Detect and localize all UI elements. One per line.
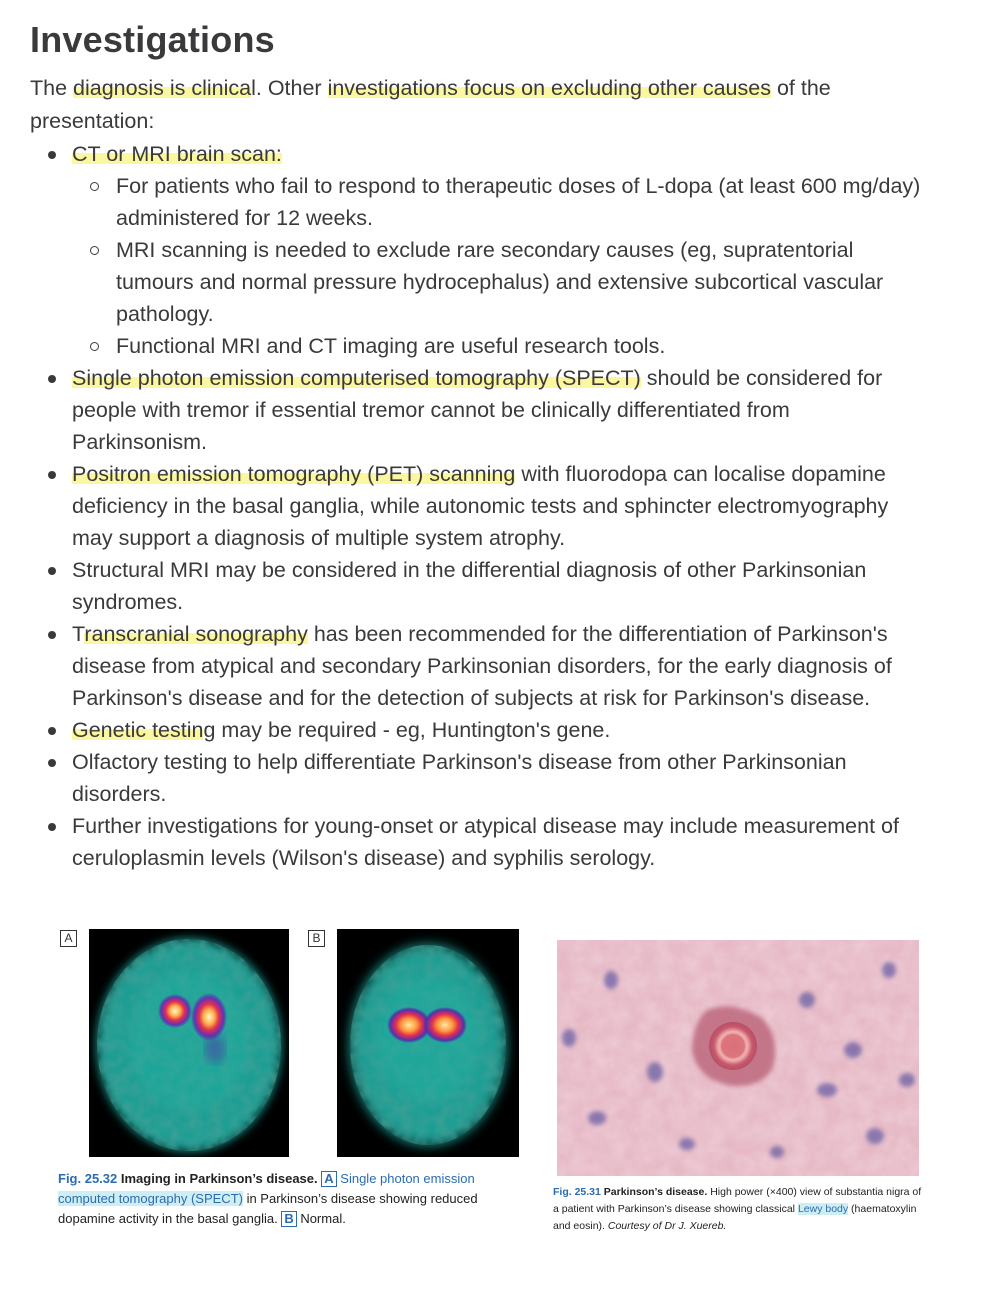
intro-text: The [30, 76, 74, 100]
sublist-item: MRI scanning is needed to exclude rare secondary causes (eg, supratentorial tumours and normal pressure hydrocephalus) and extensive subcortical vascular pathology. [72, 234, 930, 330]
list-item-spect [30, 362, 930, 458]
highlight-spect: Single photon emission computerised tomography (SPECT) [72, 366, 641, 390]
figure-title: Parkinson’s disease. [603, 1186, 708, 1198]
spect-image-normal [337, 929, 519, 1157]
intro-text: of the presentation: [30, 76, 831, 133]
investigations-list [30, 138, 930, 874]
figure-number: Fig. 25.31 [553, 1186, 601, 1198]
spect-scan-a-graphic [89, 929, 289, 1157]
list-item-ct-mri [30, 138, 930, 362]
panel-label-b: B [308, 930, 325, 947]
caption-box-b: B [281, 1211, 296, 1227]
list-item-structural-mri [30, 554, 930, 618]
panel-label-a: A [60, 930, 77, 947]
item-text: T [72, 622, 85, 646]
caption-text: Normal. [296, 1211, 346, 1226]
ct-mri-sublist [72, 170, 930, 362]
histology-image-lewy-body [557, 940, 919, 1176]
link-spect-highlight[interactable]: computed tomography (SPECT) [58, 1191, 243, 1206]
link-lewy-body[interactable]: Lewy body [797, 1203, 849, 1215]
figure-title: Imaging in Parkinson’s disease. [120, 1171, 318, 1186]
link-spect[interactable]: Single photon emission [340, 1171, 475, 1186]
item-text: Olfactory testing to help differentiate Parkinson's disease from other Parkinsonian disorders. [72, 750, 847, 806]
intro-text: l. Other [251, 76, 328, 100]
spect-scan-b-graphic [337, 929, 519, 1157]
figure-number: Fig. 25.32 [58, 1171, 118, 1186]
sublist-item: Functional MRI and CT imaging are useful research tools. [72, 330, 930, 362]
figure-caption-25-32 [58, 1169, 528, 1229]
item-text: g may be required - eg, Huntington's gene. [203, 718, 611, 742]
caption-credit: Courtesy of Dr J. Xuereb. [607, 1220, 727, 1232]
histology-graphic [557, 940, 919, 1176]
sublist-item: For patients who fail to respond to therapeutic doses of L-dopa (at least 600 mg/day) administered for 12 weeks. [72, 170, 930, 234]
list-item-further [30, 810, 930, 874]
article [30, 18, 930, 874]
list-item-transcranial [30, 618, 930, 714]
caption-text: in Parkinson’s disease showing reduced dopamine activity in the basal ganglia. [58, 1191, 478, 1226]
caption-text: High power (×400) view of substantia nigra of a patient with Parkinson’s disease showing classical [553, 1186, 922, 1215]
list-item-genetic [30, 714, 930, 746]
list-item-pet [30, 458, 930, 554]
intro-paragraph [30, 72, 930, 138]
highlight-investigations: investigations focus on excluding other causes [327, 76, 771, 100]
caption-text: (haematoxylin and eosin). [553, 1203, 917, 1232]
item-text: with fluorodopa can localise dopamine deficiency in the basal ganglia, while autonomic tests and sphincter electromyography may support a diagnosis of multiple system atrophy. [72, 462, 889, 550]
highlight-pet: Positron emission tomography (PET) scanning [72, 462, 516, 486]
item-text: should be considered for people with tremor if essential tremor cannot be clinically differentiated from Parkinsonism. [72, 366, 883, 454]
spect-image-parkinsons [89, 929, 289, 1157]
item-text: Further investigations for young-onset or atypical disease may include measurement of ceruloplasmin levels (Wilson's disease) and syphilis serology. [72, 814, 899, 870]
highlight-diagnosis: diagnosis is clinica [73, 76, 252, 100]
list-item-olfactory [30, 746, 930, 810]
caption-box-a: A [321, 1171, 336, 1187]
highlight-genetic: Genetic testin [72, 718, 204, 742]
highlight-transcranial: ranscranial sonography [84, 622, 308, 646]
section-heading: Investigations [30, 19, 275, 60]
item-text: Structural MRI may be considered in the differential diagnosis of other Parkinsonian syndromes. [72, 558, 867, 614]
item-text: has been recommended for the differentiation of Parkinson's disease from atypical and secondary Parkinsonian disorders, for the early diagnosis of Parkinson's disease and for the detection of subjects at risk for Parkinson's disease. [72, 622, 892, 710]
highlight-ct-mri: CT or MRI brain scan: [72, 142, 282, 166]
figure-caption-25-31 [553, 1184, 923, 1235]
